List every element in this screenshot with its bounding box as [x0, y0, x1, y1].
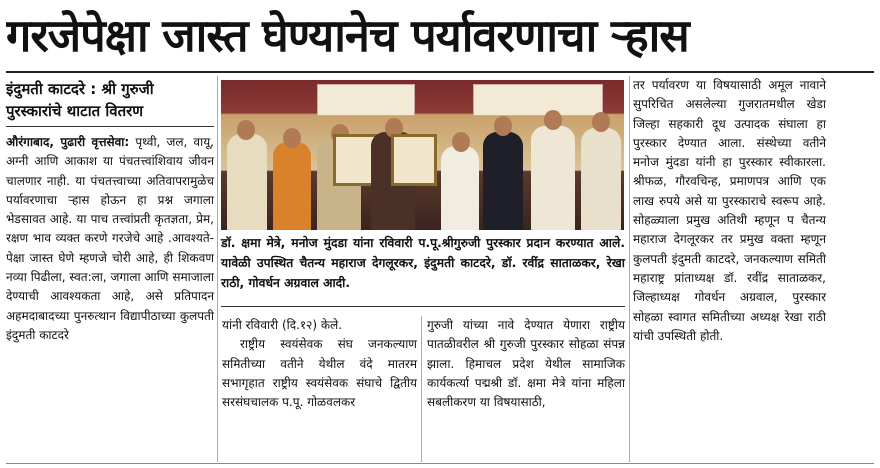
photo-person [581, 128, 621, 230]
headline: गरजेपेक्षा जास्त घेण्यानेच पर्यावरणाचा ऱ्हास [6, 9, 689, 62]
photo-person [494, 116, 512, 136]
photo-person [531, 126, 575, 230]
caption-rule [221, 306, 625, 307]
column-divider [421, 316, 422, 462]
column-2-text: राष्ट्रीय स्वयंसेवक संघ जनकल्याण समितीच्या वतीने येथील वंदे मातरम सभागृहात राष्ट्रीय स्वयंसेवक संघाचे द्वितीय सरसंघचालक प.पू. गोळवलकर [222, 337, 417, 410]
dateline: औरंगाबाद, पुढारी वृत्तसेवा: [6, 135, 130, 149]
event-photo [221, 80, 624, 230]
column-3-text: गुरुजी यांच्या नावे देण्यात येणारा राष्ट्रीय पातळीवरील श्री गुरुजी पुरस्कार सोहळा संपन्न झाला. हिमाचल प्रदेश येथील सामाजिक कार्यकर्त्या पद्मश्री डॉ. क्षमा मेत्रे यांना महिला सबलीकरण या विषयासाठी, [427, 318, 625, 410]
photo-person [483, 132, 523, 230]
column-divider [629, 76, 630, 462]
subhead-rule [6, 126, 214, 127]
photo-caption: डॉ. क्षमा मेत्रे, मनोज मुंदडा यांना रविवारी प.पू.श्रीगुरुजी पुरस्कार प्रदान करण्यात आले. यावेळी उपस्थित चैतन्य महाराज देगलूरकर, इंदुमती काटदरे, डॉ. रवींद्र साताळकर, रेखा राठी, गोवर्धन अग्रवाल आदी. [221, 236, 625, 290]
award-frame [391, 134, 437, 186]
column-4-text: तर पर्यावरण या विषयासाठी अमूल नावाने सुपरिचित असलेल्या गुजरातमधील खेडा जिल्हा सहकारी दूध उत्पादक संघाला हा पुरस्कार देण्यात आला. संस्थेच्या वतीने मनोज मुंदडा यांनी हा पुरस्कार स्वीकारला. श्रीफळ, गौरवचिन्ह, प्रमाणपत्र आणि एक लाख रुपये असे या पुरस्काराचे स्वरूप आहे. सोहळ्याला प्रमुख अतिथी म्हणून प चैतन्य महाराज देगलूरकर तर प्रमुख वक्ता म्हणून कुलपती इंदुमती काटदरे, जनकल्याण समिती महाराष्ट्र प्रांताध्यक्ष डॉ. रवींद्र साताळकर, जिल्हाध्यक्ष गोवर्धन अग्रवाल, पुरस्कार सोहळा स्वागत समितीच्या अध्यक्ष रेखा राठी यांची उपस्थिती होती. [633, 78, 826, 343]
subheadline: इंदुमती काटदरे : श्री गुरुजी पुरस्कारांचे थाटात वितरण [6, 80, 154, 120]
photo-person [283, 128, 301, 148]
photo-person [441, 146, 479, 230]
photo-person [592, 112, 610, 132]
photo-person [452, 132, 470, 152]
article-column-4 [633, 76, 826, 346]
photo-person [544, 110, 562, 130]
column-1-body: पृथ्वी, जल, वायू, अग्नी आणि आकाश या पंचतत्त्वांशिवाय जीवन चालणार नाही. या पंचतत्त्वाच्या अतिवापरामुळेच पर्यावरणाचा ऱ्हास होऊन हा प्रश्न जगाला भेडसावत आहे. या पाच तत्त्वांप्रती कृतज्ञता, प्रेम, रक्षण भाव व्यक्त करणे गरजेचे आहे .आवश्यते-पेक्षा जास्त घेणे म्हणजे चोरी आहे, ही शिकवण नव्या पिढीला, स्वत:ला, जगाला आणि समाजाला देण्याची आवश्यकता आहे, असे प्रतिपादन अहमदाबादच्या पुनरुत्थान विद्यापीठाच्या कुलपती इंदुमती काटदरे [6, 135, 214, 342]
photo-person [273, 142, 311, 230]
column-1-text [6, 133, 214, 345]
article-column-3 [427, 316, 625, 412]
photo-banner [473, 84, 603, 116]
article-column-2 [222, 316, 417, 412]
photo-banner [317, 84, 415, 116]
photo-person [227, 134, 267, 230]
headline-rule [6, 71, 874, 73]
column-divider [217, 76, 218, 462]
bottom-rule [6, 463, 874, 464]
photo-person [237, 120, 255, 140]
article-column-1 [6, 76, 214, 345]
column-2-line: यांनी रविवारी (दि.१२) केले. [222, 318, 343, 332]
